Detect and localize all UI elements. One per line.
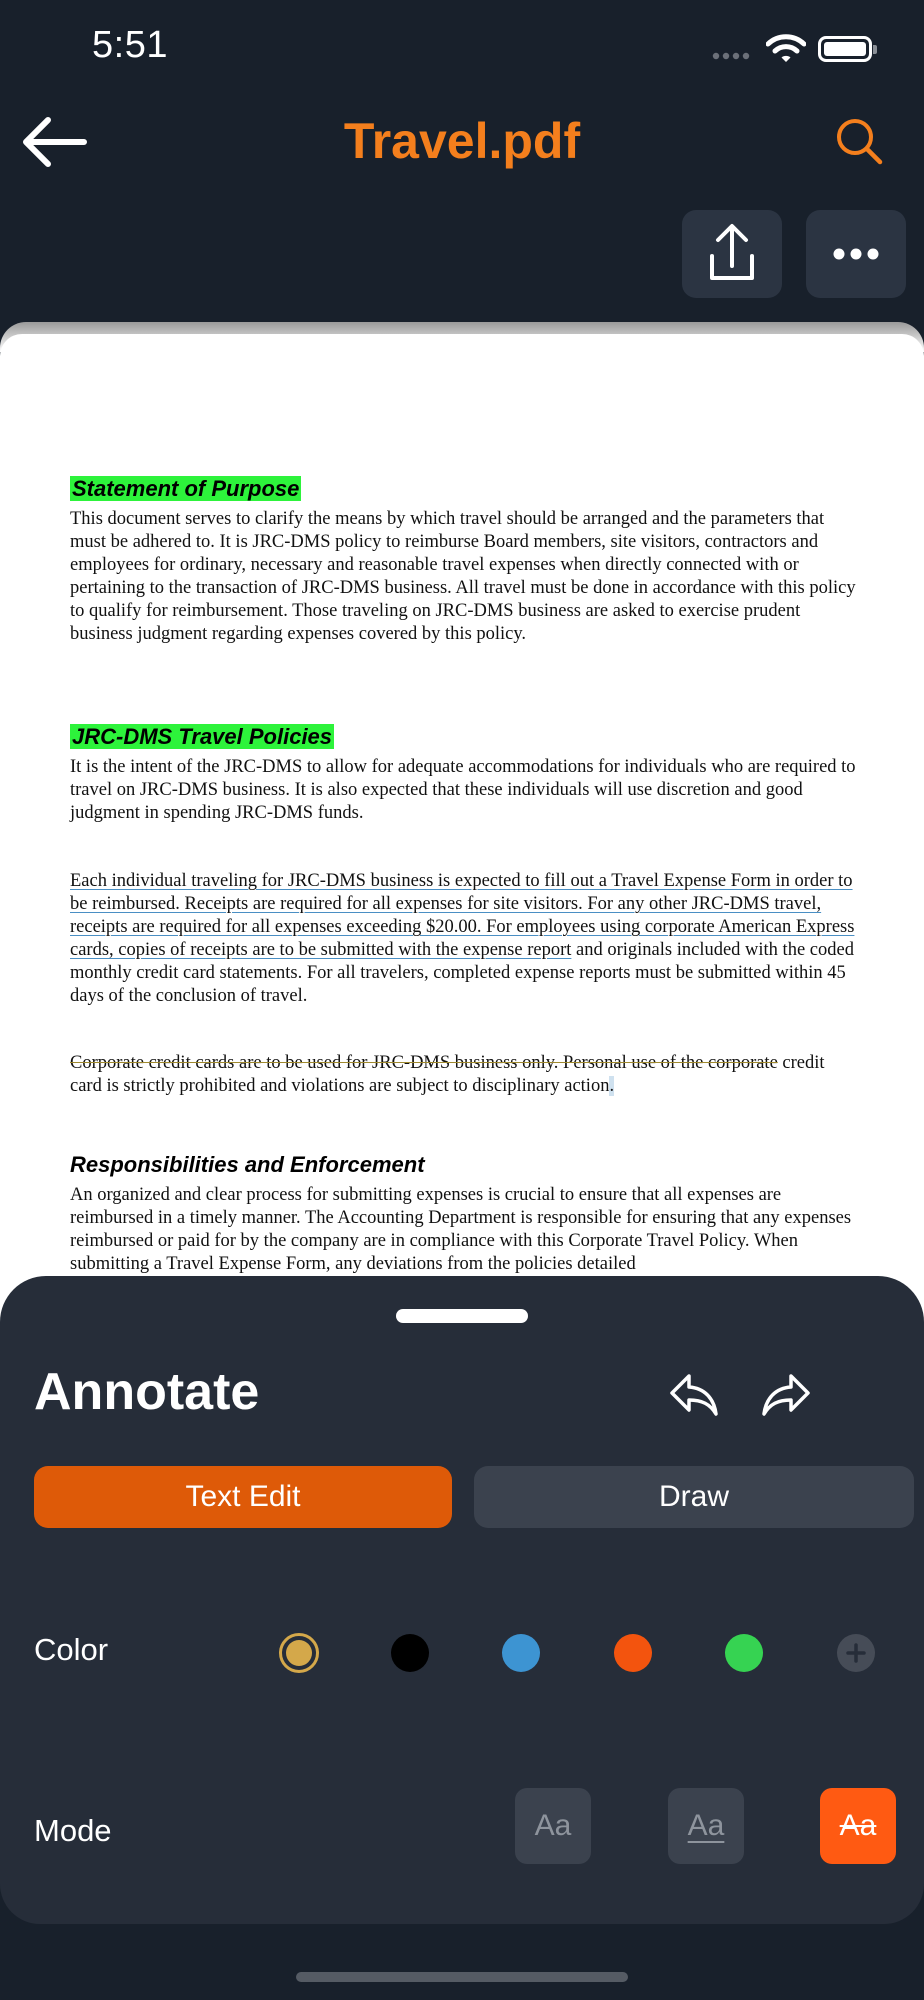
mode-highlight-sample: Aa [534,1809,572,1842]
status-time: 5:51 [92,24,168,66]
sheet-drag-handle[interactable] [396,1309,528,1323]
undo-icon[interactable] [664,1364,724,1424]
plus-icon [837,1634,875,1672]
paragraph-expense-form: Each individual traveling for JRC-DMS business is expected to fill out a Travel Expense Form in order to be reimbursed. Receipts are required for all expenses for site visitors. For any other JRC-DMS travel, receipts are required for all expenses exceeding $20.00. For employees using corporate American Express cards, copies of receipts are to be submitted with the expense report and originals included with the coded monthly credit card statements. For all travelers, completed expense reports must be submitted within 45 days of the conclusion of travel. [70,871,855,1006]
heading-statement-of-purpose: Statement of Purpose [72,476,300,501]
mode-label: Mode [34,1813,112,1848]
home-indicator [296,1972,628,1982]
tab-draw[interactable]: Draw [474,1466,914,1528]
color-swatch-black[interactable] [391,1634,429,1672]
paragraph-responsibilities: An organized and clear process for submitting expenses is crucial to ensure that all expenses are reimbursed in a timely manner. The Accounting Department is responsible for ensuring that any expenses reimbursed or paid for by the company are in compliance with this Corporate Travel Policy. When submitting a Travel Expense Form, any deviations from the policies detailed [70,1185,852,1274]
wifi-icon [766,34,806,64]
more-options-button[interactable] [806,210,906,298]
document-title: Travel.pdf [343,113,581,169]
strikethrough-annotation[interactable]: Corporate credit cards are to be used for JRC-DMS business only. Personal use of the corporate [70,1053,778,1073]
pdf-page[interactable] [0,334,924,1344]
mode-underline-sample: Aa [687,1809,725,1842]
mode-highlight-button[interactable] [515,1788,591,1864]
mode-strikethrough-button[interactable] [820,1788,896,1864]
color-swatch-orange[interactable] [614,1634,652,1672]
heading-responsibilities: Responsibilities and Enforcement [70,1152,425,1177]
color-label: Color [34,1632,109,1667]
share-icon [682,210,782,298]
paragraph-credit-cards: Corporate credit cards are to be used for JRC-DMS business only. Personal use of the corporate credit card is strictly prohibited and violations are subject to disciplinary action. [70,1053,825,1096]
cellular-signal-icon [712,50,752,62]
add-color-button[interactable] [837,1634,875,1672]
ellipsis-icon [806,210,906,298]
redo-icon[interactable] [756,1364,816,1424]
paragraph-purpose: This document serves to clarify the means by which travel should be arranged and the parameters that must be adhered to. It is JRC-DMS policy to reimburse Board members, site visitors, contractors and employees for ordinary, necessary and reasonable travel expenses when directly connected with or pertaining to the transaction of JRC-DMS business. All travel must be done in accordance with this policy to qualify for reimbursement. Those traveling on JRC-DMS business are asked to exercise prudent business judgment regarding expenses covered by this policy. [70,509,856,644]
tab-text-edit[interactable]: Text Edit [34,1466,452,1528]
battery-icon [818,36,872,62]
mode-underline-button[interactable] [668,1788,744,1864]
search-icon[interactable] [834,116,884,166]
sheet-title: Annotate [34,1363,260,1421]
color-swatch-green[interactable] [725,1634,763,1672]
underline-annotation[interactable]: Each individual traveling for JRC-DMS business is expected to fill out a Travel Expense Form in order to be reimbursed. Receipts are required for all expenses for site visitors. For any other JRC-DMS travel, receipts are required for all expenses exceeding $20.00. For employees using corporate American Express cards, copies of receipts are to be submitted with the expense report [70,871,855,960]
heading-travel-policies: JRC-DMS Travel Policies [72,724,333,749]
color-swatch-gold-selected[interactable] [279,1633,319,1673]
color-swatch-blue[interactable] [502,1634,540,1672]
mode-strikethrough-sample: Aa [839,1809,877,1842]
paragraph-policies-intent: It is the intent of the JRC-DMS to allow for adequate accommodations for individuals who are required to travel on JRC-DMS business. It is also expected that these individuals will use discretion and good judgment in spending JRC-DMS funds. [70,757,856,823]
share-button[interactable] [682,210,782,298]
